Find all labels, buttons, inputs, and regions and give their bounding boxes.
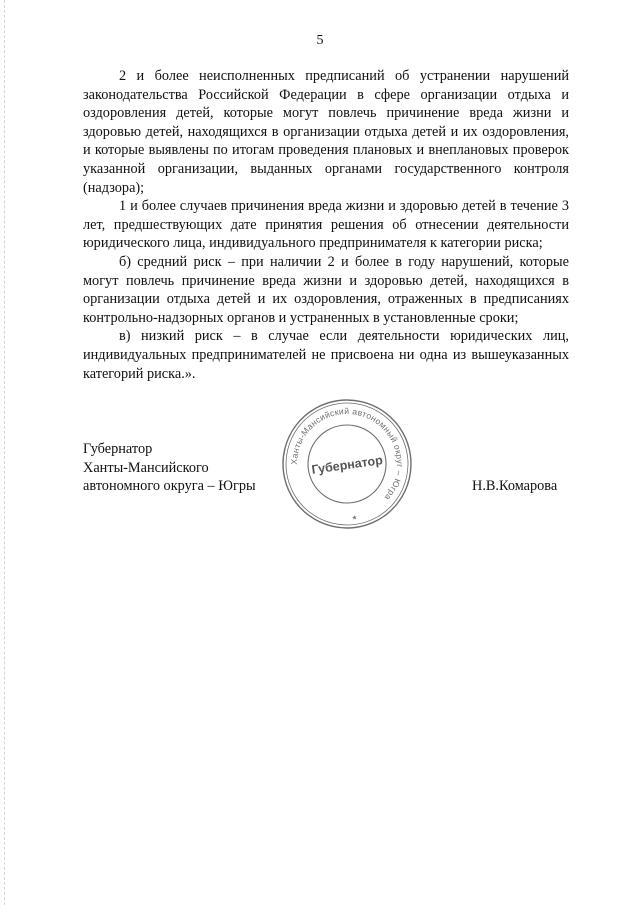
paragraph-4: в) низкий риск – в случае если деятельности юридических лиц, индивидуальных предпринимателей не присвоена ни одна из вышеуказанных категорий риска.». [83, 328, 569, 382]
seal-ring-text-path: Ханты-Мансийский автономный округ – Югра [288, 405, 406, 503]
signatory-title-line-1: Губернатор [83, 441, 153, 457]
signatory-title-line-3: автономного округа – Югры [83, 478, 256, 495]
signatory-title-line-2: Ханты-Мансийского [83, 459, 209, 476]
document-body [83, 67, 569, 383]
scan-edge-line [4, 0, 6, 905]
seal-star-icon: ★ [351, 514, 358, 522]
page-number: 5 [316, 33, 324, 48]
signatory-title [83, 440, 256, 496]
paragraph-2: 1 и более случаев причинения вреда жизни и здоровью детей в течение 3 лет, предшествующих дате принятия решения об отнесении деятельности юридического лица, индивидуального предпринимателя к категории риска; [83, 198, 569, 252]
paragraph-1: 2 и более неисполненных предписаний об устранении нарушений законодательства Российской Федерации в сфере организации отдыха и оздоровления детей, которые могут повлечь причинение вреда жизни и здоровью детей, находящихся в организации отдыха детей и их оздоровления, и которые выявлены по итогам проведения плановых и внеплановых проверок указанной организации, выданных органами государственного контроля (надзора); [83, 68, 569, 196]
seal-center-text: Губернатор [310, 453, 384, 477]
official-seal [281, 398, 413, 530]
signatory-name: Н.В.Комарова [472, 478, 558, 494]
paragraph-3: б) средний риск – при наличии 2 и более в году нарушений, которые могут повлечь причинение вреда жизни и здоровью детей, находящихся в организации отдыха детей и их оздоровления, отраженных в предписаниях контрольно-надзорных органов и устраненных в установленные сроки; [83, 253, 569, 326]
